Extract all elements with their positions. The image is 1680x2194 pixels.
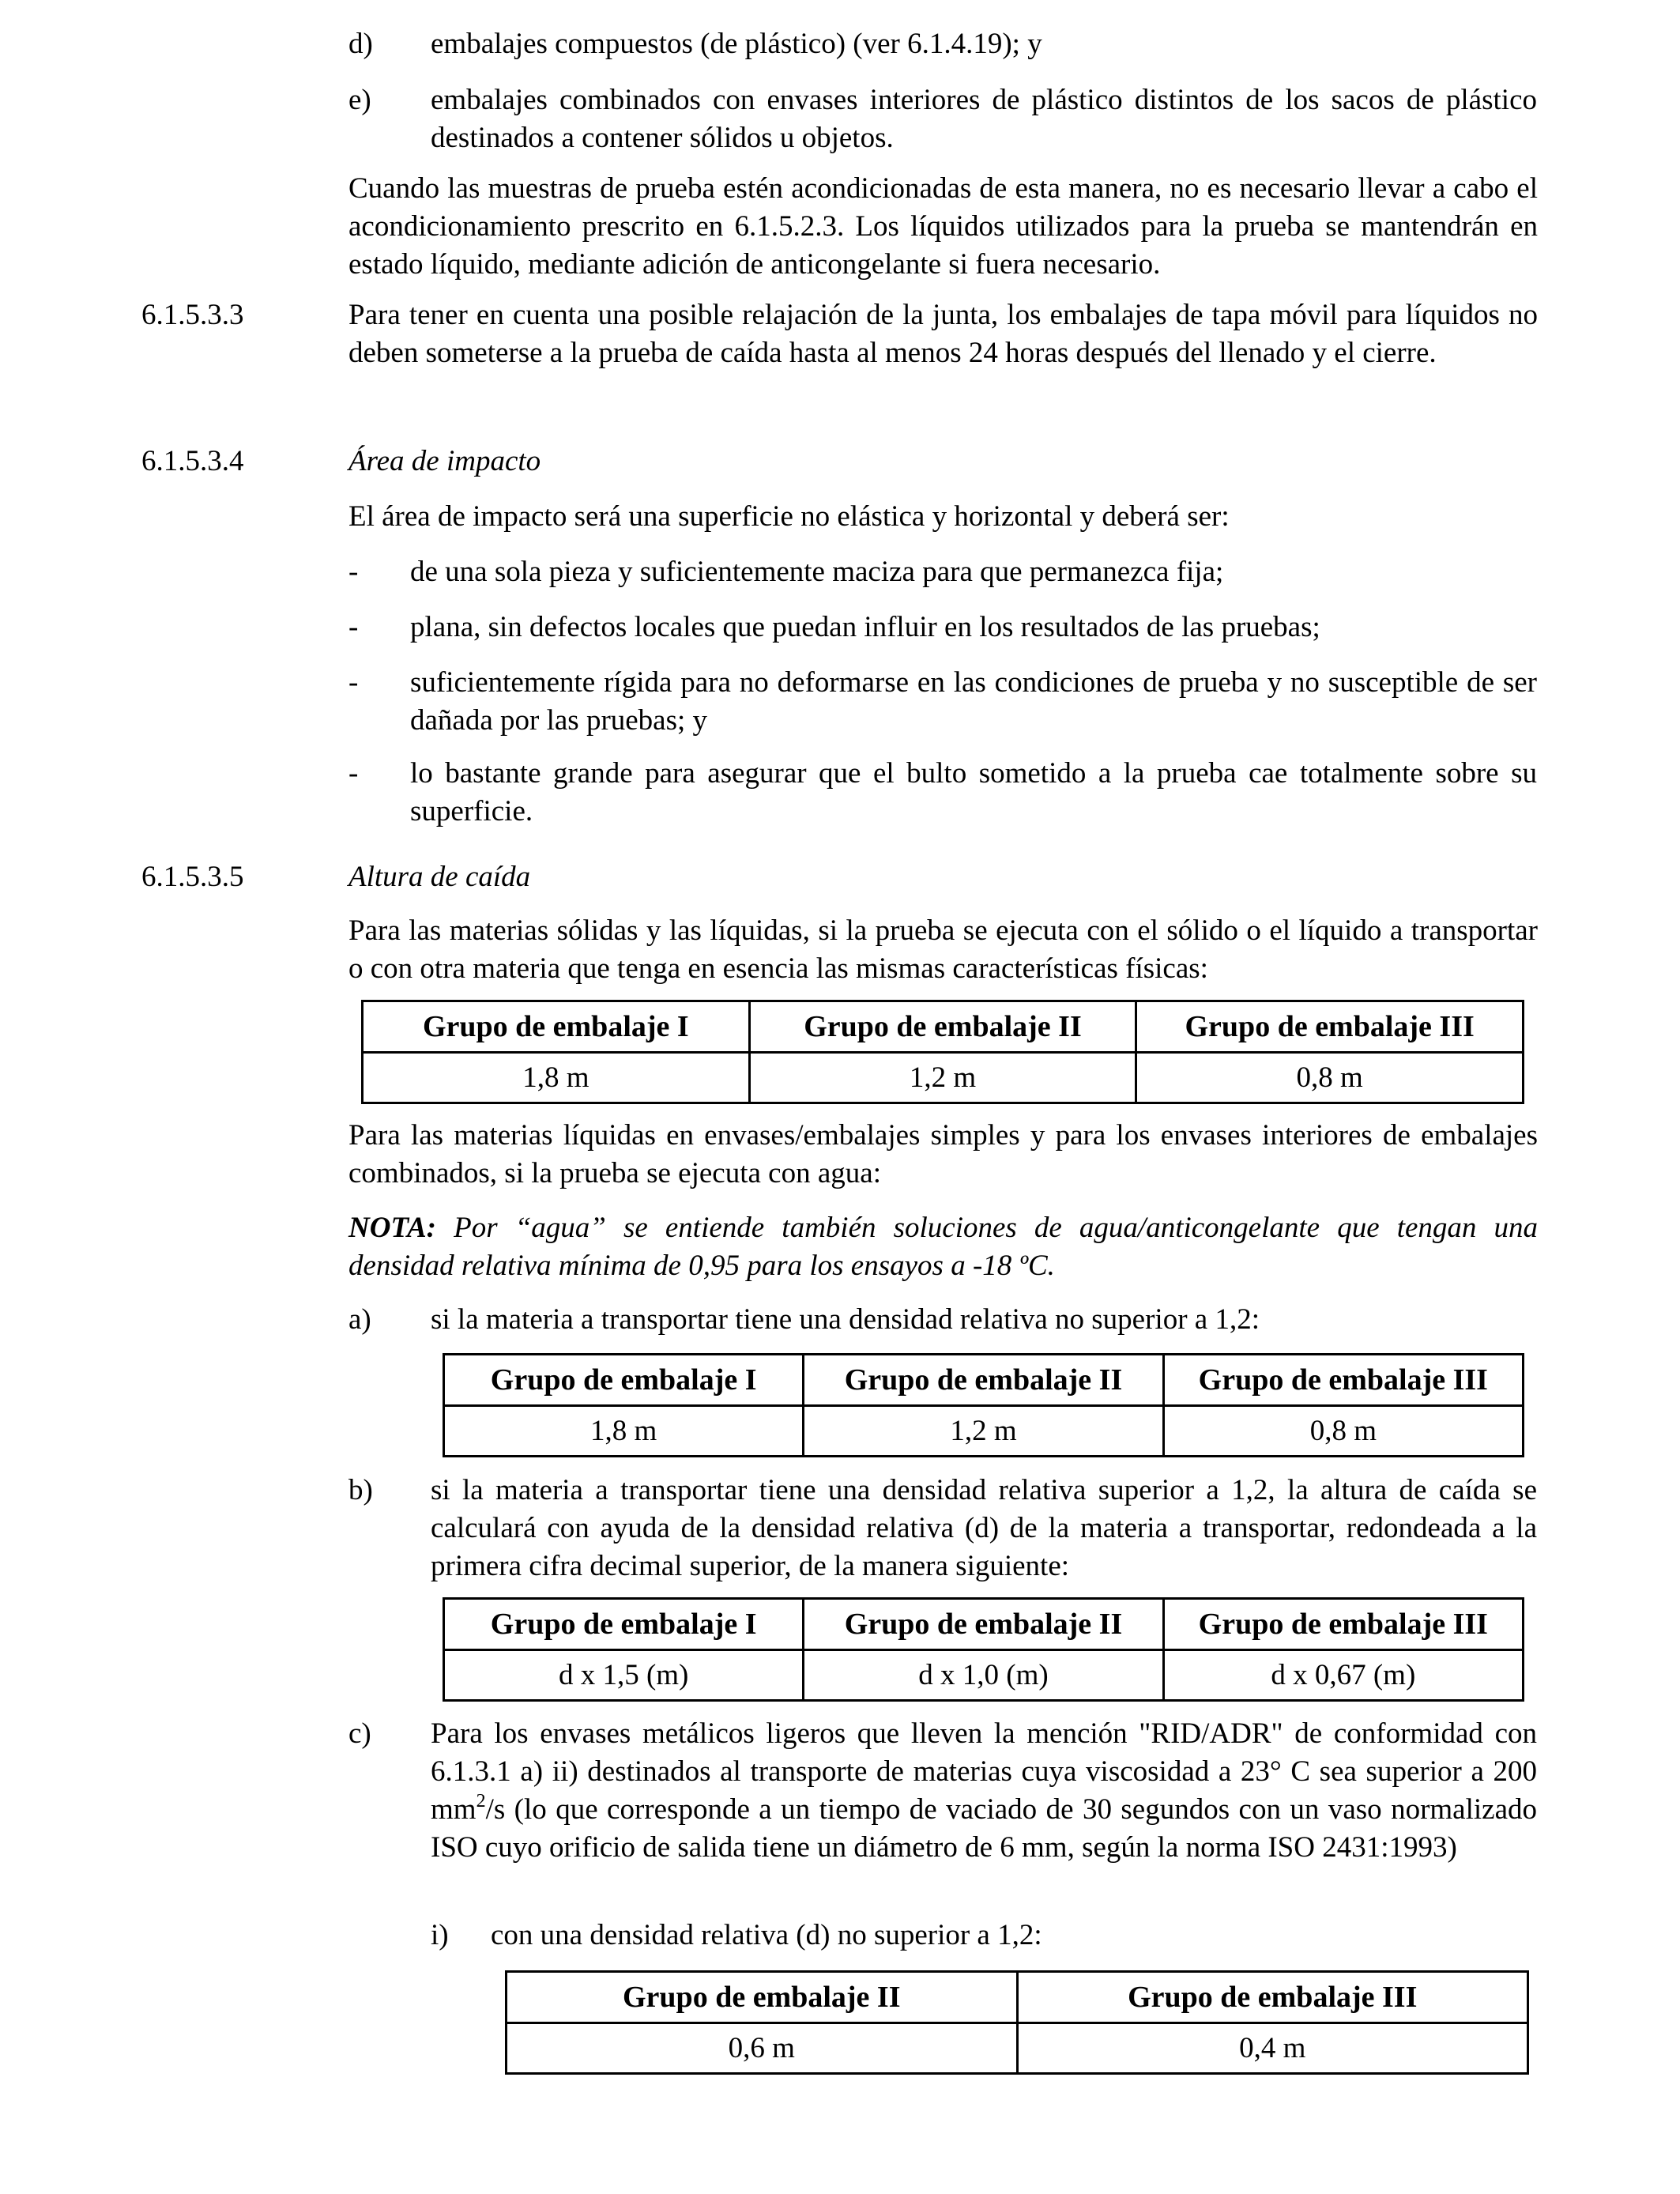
section-6-1-5-3-3-text: Para tener en cuenta una posible relajación de la junta, los embalajes de tapa móvil para líquidos no deben someterse a la prueba de caída hasta al menos 24 horas después del llenado y el cierre. [348, 299, 1538, 369]
item-c-text [431, 1715, 1537, 1867]
table-cell: d x 1,5 (m) [444, 1650, 804, 1701]
item-e-text: embalajes combinados con envases interiores de plástico distintos de los sacos de plástico destinados a contener sólidos u objetos. [431, 84, 1537, 154]
bullet-item: lo bastante grande para asegurar que el bulto sometido a la prueba cae totalmente sobre su superficie. [410, 757, 1537, 827]
table-header-row [444, 1355, 1524, 1406]
drop-height-table-2 [443, 1353, 1524, 1457]
bullet-mark: - [348, 666, 359, 699]
item-i-label: i) [431, 1919, 449, 1951]
bullet-item: suficientemente rígida para no deformarse en las condiciones de prueba y no susceptible de ser dañada por las pruebas; y [410, 666, 1537, 737]
table-header-cell: Grupo de embalaje III [1163, 1355, 1523, 1406]
water-test-paragraph: Para las materias líquidas en envases/embalajes simples y para los envases interiores de embalajes combinados, si la prueba se ejecuta con agua: [348, 1119, 1538, 1189]
item-i-text: con una densidad relativa (d) no superior a 1,2: [491, 1919, 1042, 1951]
table-header-cell: Grupo de embalaje I [363, 1001, 750, 1053]
table-cell: 0,4 m [1017, 2023, 1528, 2074]
table-cell: 0,8 m [1163, 1406, 1523, 1457]
table-row [444, 1406, 1524, 1457]
table-row [444, 1650, 1524, 1701]
table-cell: d x 0,67 (m) [1163, 1650, 1523, 1701]
table-header-cell: Grupo de embalaje I [444, 1355, 804, 1406]
impact-area-intro: El área de impacto será una superficie no elástica y horizontal y deberá ser: [348, 500, 1230, 533]
table-cell: 1,2 m [804, 1406, 1163, 1457]
table-row [363, 1053, 1524, 1103]
drop-height-table-3 [443, 1597, 1524, 1702]
item-b-text: si la materia a transportar tiene una densidad relativa superior a 1,2, la altura de caída se calculará con ayuda de la densidad relativa (d) de la materia a transportar, redondeada a la primera cifra decimal superior, de la manera siguiente: [431, 1474, 1537, 1582]
table-header-cell: Grupo de embalaje II [804, 1355, 1163, 1406]
section-number-6-1-5-3-4: 6.1.5.3.4 [141, 445, 244, 477]
table-cell: 0,6 m [507, 2023, 1018, 2074]
bullet-item: de una sola pieza y suficientemente maciza para que permanezca fija; [410, 556, 1224, 588]
table-header-cell: Grupo de embalaje III [1017, 1972, 1528, 2023]
item-d-label: d) [348, 28, 373, 60]
table-header-cell: Grupo de embalaje I [444, 1599, 804, 1650]
table-header-row [507, 1972, 1528, 2023]
drop-height-table-4 [505, 1970, 1529, 2075]
table-header-cell: Grupo de embalaje II [749, 1001, 1136, 1053]
note-label: NOTA: [348, 1212, 436, 1244]
drop-height-table-1 [361, 1000, 1524, 1104]
table-cell: d x 1,0 (m) [804, 1650, 1163, 1701]
section-6-1-5-3-4-title: Área de impacto [348, 445, 541, 477]
table-header-row [444, 1599, 1524, 1650]
table-cell: 1,8 m [363, 1053, 750, 1103]
bullet-item: plana, sin defectos locales que puedan influir en los resultados de las pruebas; [410, 611, 1320, 643]
table-cell: 0,8 m [1136, 1053, 1524, 1103]
section-number-6-1-5-3-5: 6.1.5.3.5 [141, 861, 244, 893]
item-a-text: si la materia a transportar tiene una densidad relativa no superior a 1,2: [431, 1303, 1260, 1336]
table-header-cell: Grupo de embalaje II [804, 1599, 1163, 1650]
table-header-cell: Grupo de embalaje III [1163, 1599, 1523, 1650]
conditioning-paragraph: Cuando las muestras de prueba estén acondicionadas de esta manera, no es necesario llevar a cabo el acondicionamiento prescrito en 6.1.5.2.3. Los líquidos utilizados para la prueba se mantendrán en estado líquido, mediante adición de anticongelante si fuera necesario. [348, 172, 1538, 281]
item-d-text: embalajes compuestos (de plástico) (ver 6.1.4.19); y [431, 28, 1042, 60]
table-header-row [363, 1001, 1524, 1053]
item-e-label: e) [348, 84, 371, 116]
bullet-mark: - [348, 757, 359, 790]
item-b-label: b) [348, 1474, 373, 1506]
item-c-text-part: Para los envases metálicos ligeros que lleven la mención "RID/ADR" de conformidad con 6.1.3.1 a) ii) destinados al transporte de materias cuya viscosidad a 23° C sea superior a 200 mm [431, 1717, 1537, 1826]
item-c-text-part: /s (lo que corresponde a un tiempo de vaciado de 30 segundos con un vaso normalizado ISO cuyo orificio de salida tiene un diámetro de 6 mm, según la norma ISO 2431:1993) [431, 1793, 1537, 1864]
note-text: Por “agua” se entiende también soluciones de agua/anticongelante que tengan una densidad relativa mínima de 0,95 para los ensayos a -18 ºC. [348, 1212, 1539, 1282]
note [348, 1209, 1538, 1285]
superscript: 2 [476, 1790, 486, 1811]
table-cell: 1,8 m [444, 1406, 804, 1457]
item-a-label: a) [348, 1303, 371, 1336]
table-cell: 1,2 m [749, 1053, 1136, 1103]
bullet-mark: - [348, 556, 359, 588]
table-row [507, 2023, 1528, 2074]
bullet-mark: - [348, 611, 359, 643]
section-6-1-5-3-5-title: Altura de caída [348, 861, 531, 893]
table-header-cell: Grupo de embalaje III [1136, 1001, 1524, 1053]
table-header-cell: Grupo de embalaje II [507, 1972, 1018, 2023]
drop-height-intro: Para las materias sólidas y las líquidas, si la prueba se ejecuta con el sólido o el líquido a transportar o con otra materia que tenga en esencia las mismas características físicas: [348, 914, 1538, 985]
item-c-label: c) [348, 1717, 371, 1750]
section-number-6-1-5-3-3: 6.1.5.3.3 [141, 299, 244, 331]
